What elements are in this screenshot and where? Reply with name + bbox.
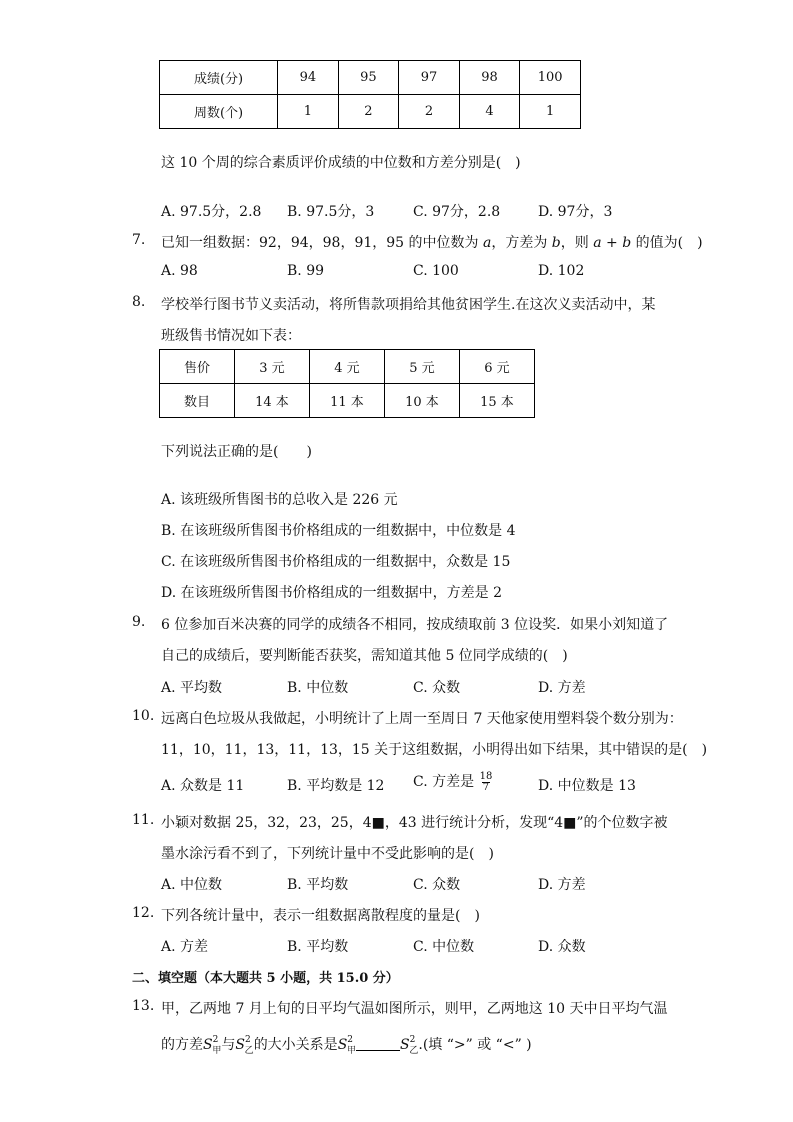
table-cell: 100: [520, 61, 581, 95]
q13-stem-line1: 甲，乙两地 7 月上旬的日平均气温如图所示，则甲，乙两地这 10 天中日平均气温: [161, 1001, 668, 1017]
superscript: 2: [347, 1035, 354, 1045]
q9-number: 9.: [132, 614, 146, 630]
subscript: 乙: [409, 1046, 419, 1056]
table-cell: 1: [278, 95, 339, 129]
q9-option-d[interactable]: D. 方差: [538, 680, 586, 696]
q10-number: 10.: [132, 708, 155, 724]
table-cell: 94: [278, 61, 339, 95]
table-cell: 15 本: [459, 384, 534, 418]
table-row: [160, 384, 535, 418]
fraction-denominator: 7: [482, 781, 490, 793]
q12-stem: 下列各统计量中，表示一组数据离散程度的量是( ): [161, 908, 480, 924]
superscript: 2: [212, 1035, 219, 1045]
q7-number: 7.: [132, 232, 146, 248]
q7-stem-text: 已知一组数据：92，94，98，91，95 的中位数为: [161, 235, 483, 251]
q7-var-a: a: [482, 235, 492, 251]
table-cell: 98: [459, 61, 520, 95]
fraction: [480, 772, 493, 793]
q13-text: 的大小关系是: [253, 1037, 338, 1053]
subscript: 乙: [244, 1046, 254, 1056]
table-cell: 3 元: [234, 350, 309, 384]
table-cell: 成绩(分): [160, 61, 278, 95]
q11-option-c[interactable]: C. 众数: [413, 877, 461, 893]
q11-option-a[interactable]: A. 中位数: [161, 877, 223, 893]
q6-option-b[interactable]: B. 97.5分，3: [287, 204, 375, 220]
table-row: [160, 95, 581, 129]
q6-option-c[interactable]: C. 97分，2.8: [413, 204, 501, 220]
q7-option-c[interactable]: C. 100: [413, 263, 459, 279]
section-heading: 二、填空题（本大题共 5 小题，共 15.0 分）: [132, 971, 399, 986]
table-cell: 11 本: [309, 384, 384, 418]
variance-symbol: S: [400, 1037, 410, 1053]
answer-blank[interactable]: [356, 1036, 400, 1051]
q10-stem-line2: 11，10，11，13，11，13，15 关于这组数据，小明得出如下结果，其中错误的是( ): [161, 742, 708, 758]
q11-stem-line2: 墨水涂污看不到了，下列统计量中不受此影响的是( ): [161, 846, 494, 862]
q11-option-d[interactable]: D. 方差: [538, 877, 586, 893]
q8-stem-line1: 学校举行图书节义卖活动，将所售款项捐给其他贫困学生.在这次义卖活动中，某: [161, 297, 656, 313]
q12-option-c[interactable]: C. 中位数: [413, 939, 475, 955]
q8-option-a[interactable]: A. 该班级所售图书的总收入是 226 元: [161, 492, 398, 508]
q7-stem: [161, 232, 703, 252]
q7-stem-text: ，则: [560, 235, 594, 251]
table-cell: 10 本: [384, 384, 459, 418]
subscript: 甲: [212, 1046, 222, 1056]
table-cell: 2: [399, 95, 460, 129]
table-row: [160, 61, 581, 95]
superscript: 2: [409, 1035, 416, 1045]
q8-number: 8.: [132, 294, 146, 310]
q7-option-b[interactable]: B. 99: [287, 263, 325, 279]
q13-stem-line2: [161, 1034, 532, 1054]
q11-stem-line1: 小颖对数据 25，32，23，25，4■，43 进行统计分析，发现“4■”的个位数字被: [161, 815, 668, 831]
q10-option-d[interactable]: D. 中位数是 13: [538, 778, 636, 794]
q12-option-a[interactable]: A. 方差: [161, 939, 209, 955]
table-cell: 售价: [160, 350, 235, 384]
q8-question: 下列说法正确的是( ): [161, 444, 312, 460]
q7-var-b: b: [551, 235, 561, 251]
q9-option-c[interactable]: C. 众数: [413, 680, 461, 696]
fraction-numerator: 18: [479, 770, 493, 782]
q7-option-a[interactable]: A. 98: [161, 263, 198, 279]
q7-option-d[interactable]: D. 102: [538, 263, 585, 279]
q7-stem-text: 的值为( ): [631, 235, 703, 251]
variance-symbol: S: [203, 1037, 213, 1053]
table-cell: 97: [399, 61, 460, 95]
q6-option-a[interactable]: A. 97.5分，2.8: [161, 204, 262, 220]
q8-option-d[interactable]: D. 在该班级所售图书价格组成的一组数据中，方差是 2: [161, 585, 502, 601]
q12-option-d[interactable]: D. 众数: [538, 939, 586, 955]
variance-symbol: S: [337, 1037, 348, 1053]
q7-stem-text: ，方差为: [491, 235, 552, 251]
q8-option-b[interactable]: B. 在该班级所售图书价格组成的一组数据中，中位数是 4: [161, 523, 516, 539]
q7-expr: a + b: [593, 235, 632, 251]
table-cell: 4 元: [309, 350, 384, 384]
q9-stem-line2: 自己的成绩后，要判断能否获奖，需知道其他 5 位同学成绩的( ): [161, 648, 568, 664]
q11-option-b[interactable]: B. 平均数: [287, 877, 349, 893]
table-cell: 6 元: [459, 350, 534, 384]
table-cell: 1: [520, 95, 581, 129]
q8-stem-line2: 班级售书情况如下表：: [161, 328, 301, 344]
table-row: [160, 350, 535, 384]
q11-number: 11.: [132, 812, 155, 828]
q10-option-b[interactable]: B. 平均数是 12: [287, 778, 385, 794]
score-table: [159, 60, 581, 129]
q9-option-b[interactable]: B. 中位数: [287, 680, 349, 696]
q10-option-a[interactable]: A. 众数是 11: [161, 778, 245, 794]
q13-number: 13.: [132, 998, 155, 1014]
q6-option-d[interactable]: D. 97分，3: [538, 204, 613, 220]
table-cell: 5 元: [384, 350, 459, 384]
q12-number: 12.: [132, 905, 155, 921]
q9-stem-line1: 6 位参加百米决赛的同学的成绩各不相同，按成绩取前 3 位设奖．如果小刘知道了: [161, 617, 669, 633]
table-cell: 数目: [160, 384, 235, 418]
table-cell: 95: [338, 61, 399, 95]
table-cell: 4: [459, 95, 520, 129]
superscript: 2: [244, 1035, 251, 1045]
q10-option-c-label: C. 方差是: [413, 774, 475, 790]
table-cell: 周数(个): [160, 95, 278, 129]
table-cell: 14 本: [234, 384, 309, 418]
q13-text: 的方差: [161, 1037, 203, 1053]
book-sales-table: [159, 349, 535, 418]
q6-stem: 这 10 个周的综合素质评价成绩的中位数和方差分别是( ): [161, 155, 521, 171]
subscript: 甲: [347, 1046, 357, 1056]
q13-text: .(填 “>” 或 “<” ): [418, 1037, 532, 1053]
q13-text: 与: [221, 1037, 236, 1053]
table-cell: 2: [338, 95, 399, 129]
variance-symbol: S: [235, 1037, 245, 1053]
q12-option-b[interactable]: B. 平均数: [287, 939, 349, 955]
q8-option-c[interactable]: C. 在该班级所售图书价格组成的一组数据中，众数是 15: [161, 554, 511, 570]
q9-option-a[interactable]: A. 平均数: [161, 680, 223, 696]
q10-option-c[interactable]: [413, 771, 492, 793]
q10-stem-line1: 远离白色垃圾从我做起，小明统计了上周一至周日 7 天他家使用塑料袋个数分别为：: [161, 711, 683, 727]
